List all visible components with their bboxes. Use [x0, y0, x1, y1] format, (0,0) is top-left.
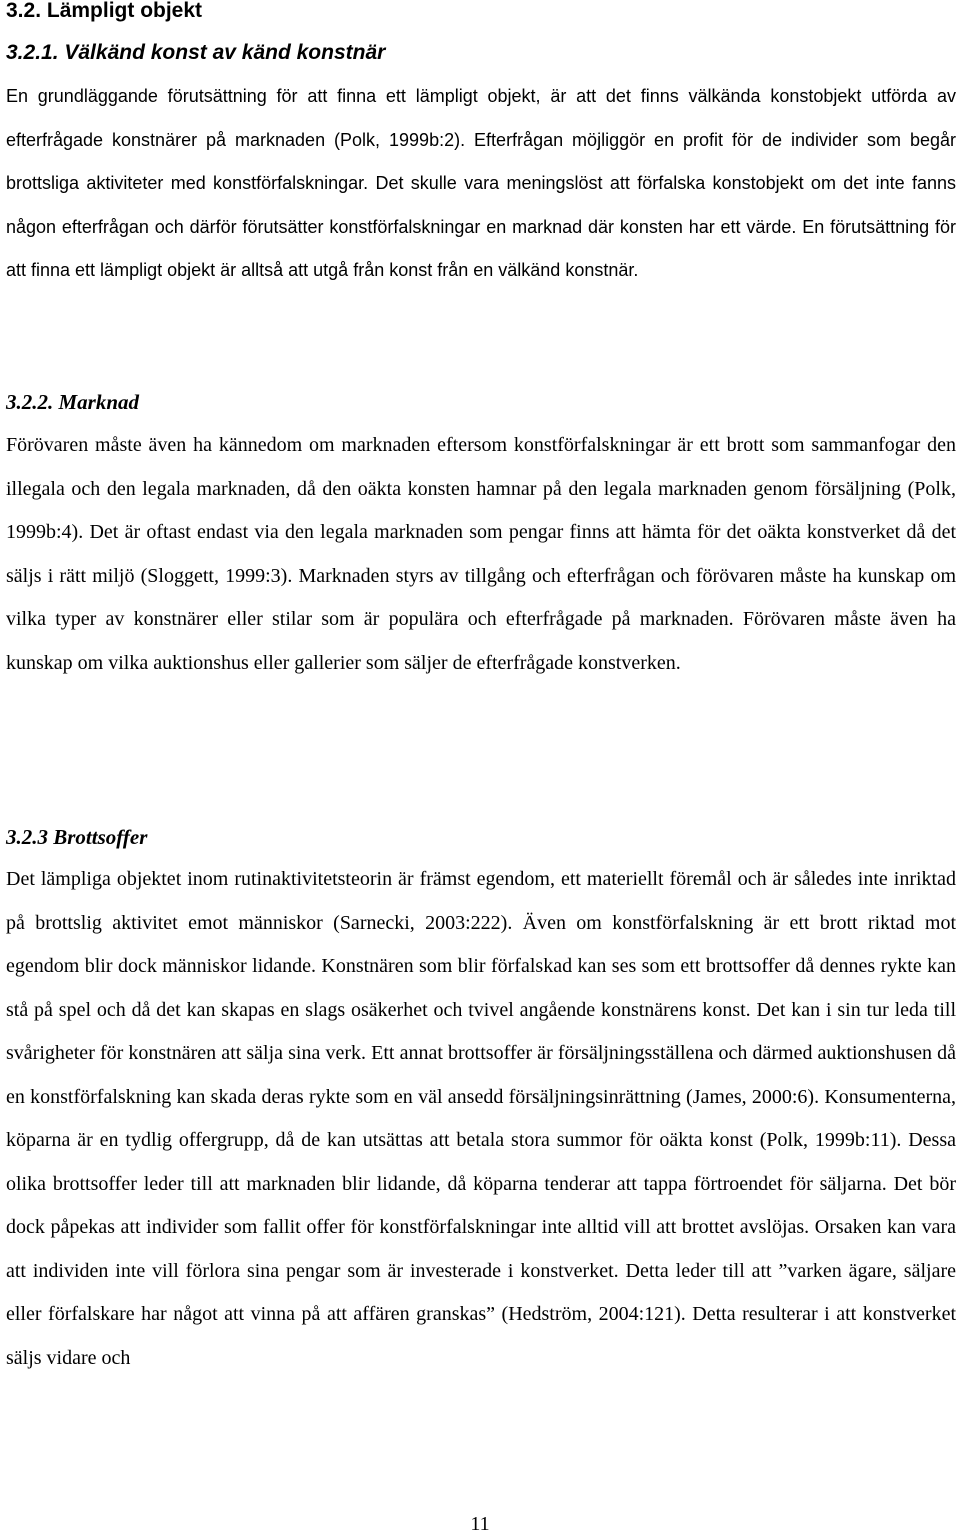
page-number: 11	[470, 1513, 490, 1535]
subsection-heading-2: 3.2.2. Marknad	[6, 390, 140, 414]
paragraph-1: En grundläggande förutsättning för att finna ett lämpligt objekt, är att det finns välkända konstobjekt utförda av efterfrågade konstnärer på marknaden (Polk, 1999b:2). Efterfrågan möjliggör en profit för de individer som begår brottsliga aktiviteter med konstförfalskningar. Det skulle vara meningslöst att förfalska konstobjekt om det inte fanns någon efterfrågan och därför förutsätter konstförfalskningar en marknad där konsten har ett värde. En förutsättning för att finna ett lämpligt objekt är alltså att utgå från konst från en välkänd konstnär.	[6, 86, 956, 280]
subsection-heading-3: 3.2.3 Brottsoffer	[6, 825, 148, 849]
paragraph-3: Det lämpliga objektet inom rutinaktivitetsteorin är främst egendom, ett materiellt föremål och är således inte inriktad på brottslig aktivitet emot människor (Sarnecki, 2003:222). Även om konstförfalskning är ett brott riktad mot egendom blir dock människor lidande. Konstnären som blir förfalskad kan ses som ett brottsoffer då dennes rykte kan stå på spel och då det kan skapas en slags osäkerhet och tvivel angående konstnärens konst. Det kan i sin tur leda till svårigheter för konstnären att sälja sina verk. Ett annat brottsoffer är försäljningsställena och därmed auktionshusen då en konstförfalskning kan skada deras rykte som en väl ansedd försäljningsinrättning (James, 2000:6). Konsumenterna, köparna är en tydlig offergrupp, då de kan utsättas att betala stora summor för oäkta konst (Polk, 1999b:11). Dessa olika brottsoffer leder till att marknaden blir lidande, då köparna tenderar att tappa förtroendet för säljarna. Det bör dock påpekas att individer som fallit offer för konstförfalskningar inte alltid vill att brottet avslöjas. Orsaken kan vara att individen inte vill förlora sina pengar som är investerade i konstverket. Detta leder till att ”varken ägare, säljare eller förfalskare har något att vinna på att affären granskas” (Hedström, 2004:121). Detta resulterar i att konstverket säljs vidare och	[6, 868, 956, 1369]
subsection-heading-1: 3.2.1. Välkänd konst av känd konstnär	[6, 41, 386, 64]
paragraph-2: Förövaren måste även ha kännedom om marknaden eftersom konstförfalskningar är ett brott som sammanfogar den illegala och den legala marknaden, då den oäkta konsten hamnar på den legala marknaden genom försäljning (Polk, 1999b:4). Det är oftast endast via den legala marknaden som pengar finns att hämta för det oäkta konstverket då det säljs i rätt miljö (Sloggett, 1999:3). Marknaden styrs av tillgång och efterfrågan och förövaren måste ha kunskap om vilka typer av konstnärer eller stilar som är populära och efterfrågade på marknaden. Förövaren måste även ha kunskap om vilka auktionshus eller gallerier som säljer de efterfrågade konstverken.	[6, 434, 956, 674]
section-heading: 3.2. Lämpligt objekt	[6, 0, 203, 22]
